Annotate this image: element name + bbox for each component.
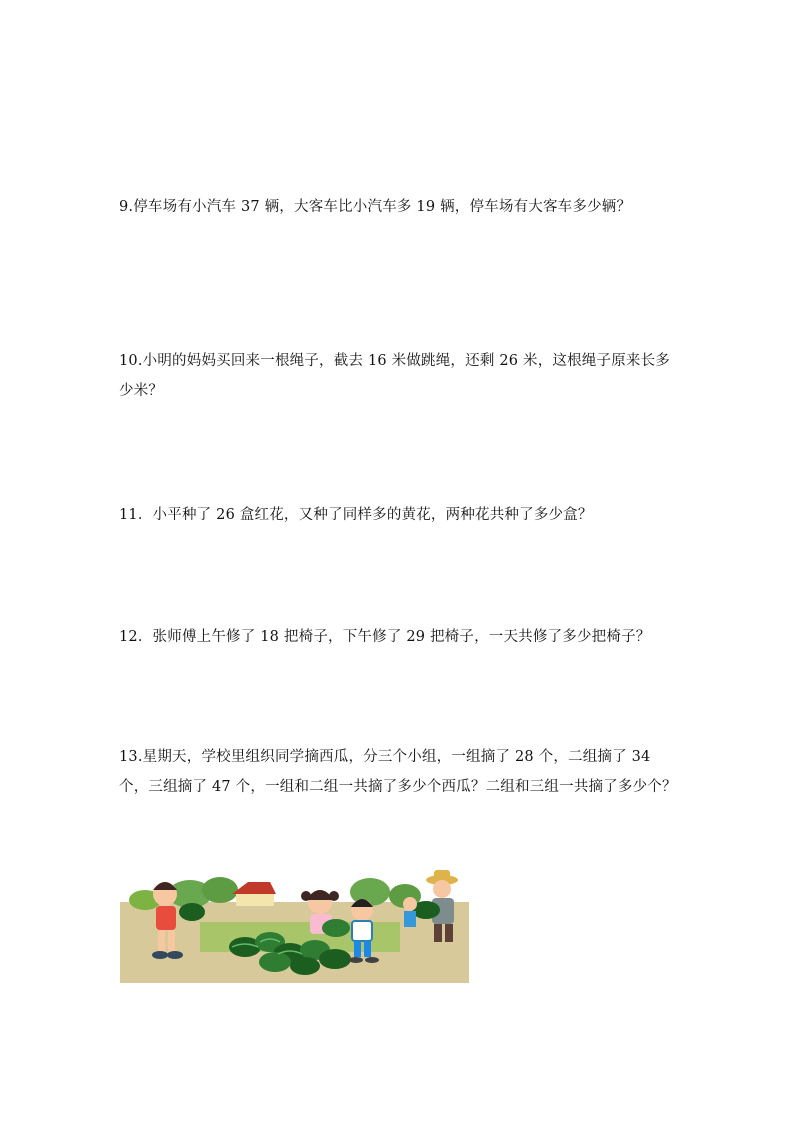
watermelon-picking-illustration <box>120 862 469 983</box>
question-12: 12．张师傅上午修了 18 把椅子，下午修了 29 把椅子，一天共修了多少把椅子？ <box>119 629 651 645</box>
question-9: 9.停车场有小汽车 37 辆，大客车比小汽车多 19 辆，停车场有大客车多少辆？ <box>119 199 632 215</box>
question-10: 10.小明的妈妈买回来一根绳子，截去 16 米做跳绳，还剩 26 米，这根绳子原来长多少米？ <box>119 353 670 399</box>
question-11: 11．小平种了 26 盒红花，又种了同样多的黄花，两种花共种了多少盒？ <box>119 507 593 523</box>
question-13: 13.星期天，学校里组织同学摘西瓜，分三个小组，一组摘了 28 个，二组摘了 34 个，三组摘了 47 个，一组和二组一共摘了多少个西瓜？二组和三组一共摘了多少个？ <box>119 749 677 795</box>
